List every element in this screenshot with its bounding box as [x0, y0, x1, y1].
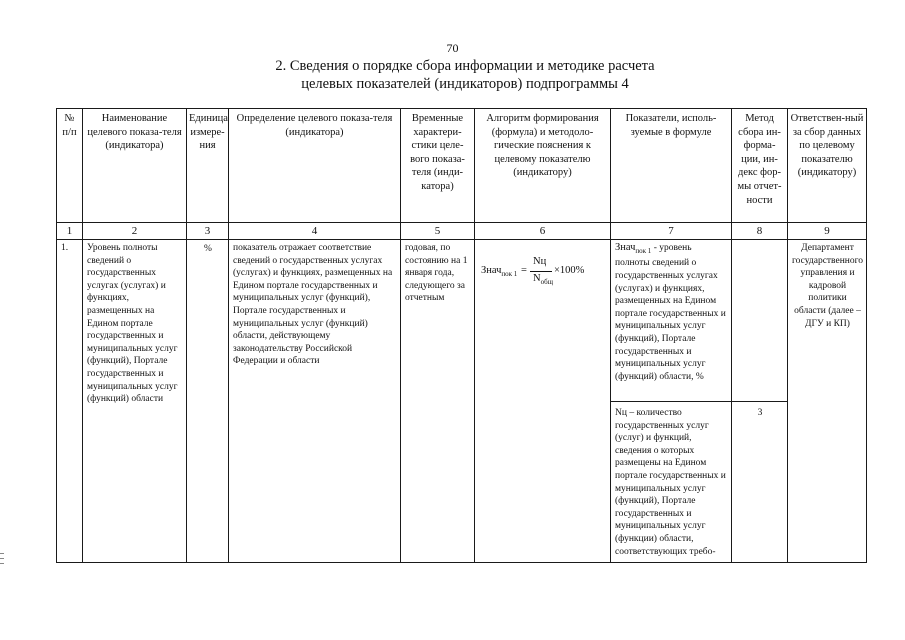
formula-cell: [475, 240, 611, 563]
header-cell: Наименование целевого показа-теля (индикатора): [83, 109, 187, 223]
indicator-name-cell: [83, 240, 187, 563]
column-number: 8: [732, 223, 788, 240]
unit: %: [204, 244, 212, 254]
column-number: 7: [611, 223, 732, 240]
indicator-description: Знач$_{пок 1}$ - уровень полноты сведений о государственных услугах (услугах) и функциях, размещенных на Едином портале государственных и муниципальных услуг (функций), Портале государственных и муниципальных услуг (функций) области, %: [615, 242, 726, 382]
column-number: 6: [475, 223, 611, 240]
indicator-name: Уровень полноты сведений о государственных услугах (услугах) и функциях, размещенных на Едином портале государственных и муниципальных услуг (функций), Портале государственных и муниципальных услуг (функций) области: [87, 243, 178, 405]
header-cell: Показатели, исполь-зуемые в формуле: [611, 109, 732, 223]
page-number: 70: [446, 41, 459, 55]
responsible-cell: [788, 240, 867, 563]
header-cell: № п/п: [57, 109, 83, 223]
header-cell: Единица измере-ния: [187, 109, 229, 223]
method-value: 3: [757, 408, 763, 418]
header-cell: Временные характери-стики целе-вого показа-теля (инди-катора): [401, 109, 475, 223]
title-line-1: 2. Сведения о порядке сбора информации и методике расчета: [275, 58, 655, 74]
definition-cell: [229, 240, 401, 563]
header-cell: Метод сбора ин-форма-ции, ин-декс фор-мы отчет-ности: [732, 109, 788, 223]
formula-numerator: Nц: [533, 256, 547, 267]
fraction-bar: [530, 271, 552, 272]
header-cell: Алгоритм формирования (формула) и методоло-гические пояснения к целевому показателю (индикатору): [475, 109, 611, 223]
column-number: 2: [83, 223, 187, 240]
responsible: Департамент государственного управления и кадровой политики области (далее – ДГУ и КП): [792, 243, 864, 329]
column-number: 5: [401, 223, 475, 240]
column-number-row: [57, 223, 867, 240]
indicator-description: Nц – количество государственных услуг (услуг) и функций, сведения о которых размещены на Едином портале государственных и муниципальных услуг (функций), Портале государственных и муниципальных услуг (функции) области, соответствующих требо-: [615, 408, 726, 557]
indicator-cell: [611, 240, 732, 402]
header-cell: Ответствен-ный за сбор данных по целевому показателю (индикатору): [788, 109, 867, 223]
edge-marks: [0, 553, 4, 568]
header-row: [57, 109, 867, 223]
definition: показатель отражает соответствие сведений о государственных услугах (услугах) и функциях, размещенных на Едином портале государственных и муниципальных услуг (функций), Портале государственных и муниципальных услуг (функций) области, действующему законодательству Российской Федерации и области: [233, 243, 393, 367]
unit-cell: [187, 240, 229, 563]
indicator-cell: [611, 402, 732, 563]
page-title: [240, 57, 690, 93]
table-row: [57, 240, 867, 402]
header-cell: Определение целевого показа-теля (индикатора): [229, 109, 401, 223]
indicators-table: [56, 108, 867, 563]
method-cell: [732, 240, 788, 402]
formula-multiplier: ×100%: [554, 265, 585, 276]
time-cell: [401, 240, 475, 563]
column-number: 1: [57, 223, 83, 240]
column-number: 9: [788, 223, 867, 240]
formula: [475, 254, 610, 294]
row-number: 1.: [61, 243, 69, 253]
formula-equals: =: [521, 265, 527, 276]
title-line-2: целевых показателей (индикаторов) подпрограммы 4: [301, 76, 629, 92]
formula-denominator: $N_{общ}$: [533, 273, 554, 287]
column-number: 4: [229, 223, 401, 240]
method-cell: [732, 402, 788, 563]
formula-lhs: Знач$_{пок 1}$: [481, 265, 518, 279]
column-number: 3: [187, 223, 229, 240]
time-characteristics: годовая, по состоянию на 1 января года, следующего за отчетным: [405, 243, 468, 304]
